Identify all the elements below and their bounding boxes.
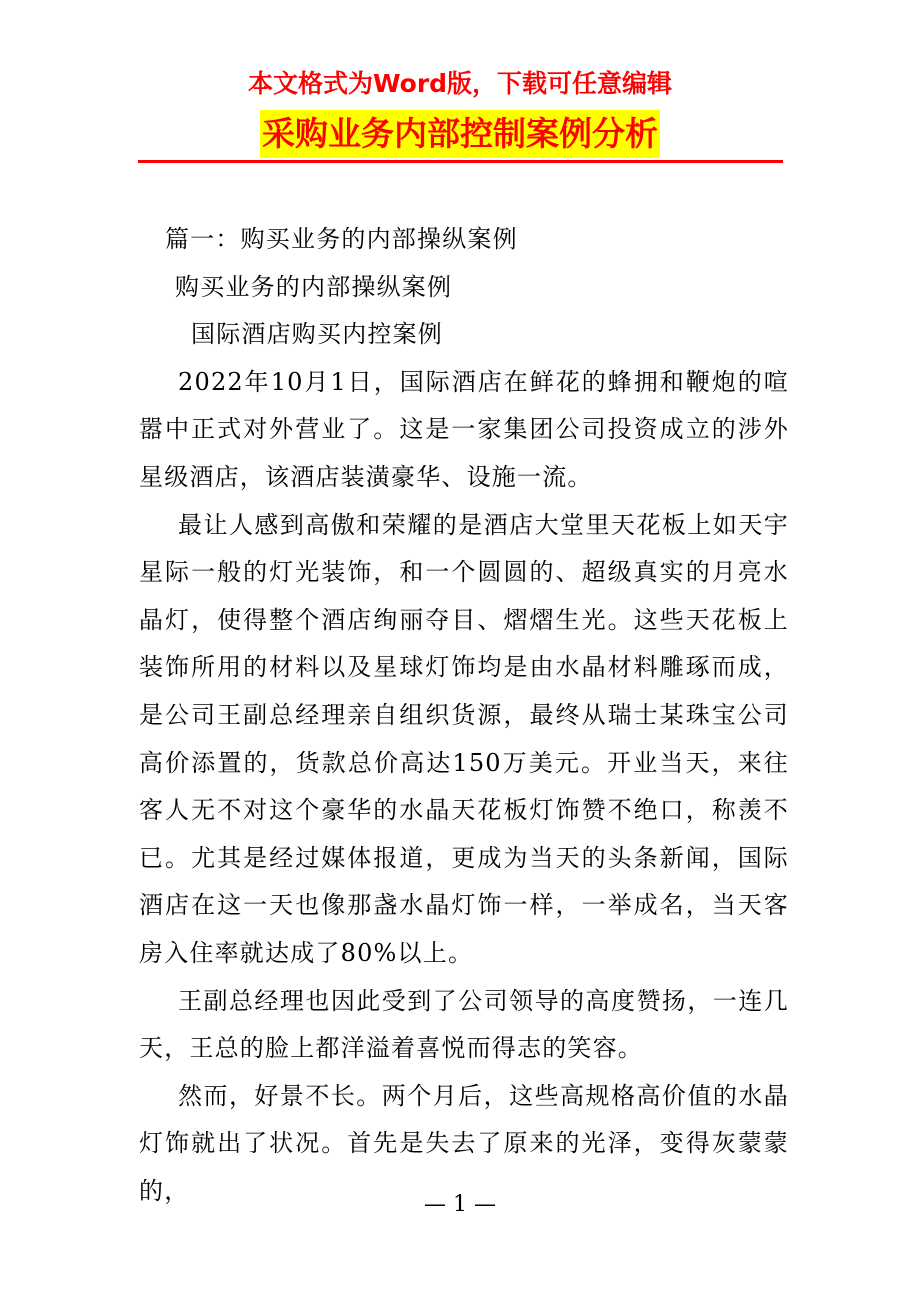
section-subheading: 购买业务的内部操纵案例 [175,272,453,301]
title-container [0,110,920,158]
title-divider [138,160,783,163]
paragraph-praise: 王副总经理也因此受到了公司领导的高度赞扬，一连几天，王总的脸上都洋溢着喜悦而得志的笑容。 [139,986,789,1063]
paragraph-opening: 2022年10月1日，国际酒店在鲜花的蜂拥和鞭炮的喧嚣中正式对外营业了。这是一家集团公司投资成立的涉外星级酒店，该酒店装潢豪华、设施一流。 [139,367,789,491]
paragraph-decoration: 最让人感到高傲和荣耀的是酒店大堂里天花板上如天宇星际一般的灯光装饰，和一个圆圆的、超级真实的月亮水晶灯，使得整个酒店绚丽夺目、熠熠生光。这些天花板上装饰所用的材料以及星球灯饰均是由水晶材料雕琢而成，是公司王副总经理亲自组织货源，最终从瑞士某珠宝公司高价添置的，货款总价高达150万美元。开业当天，来往客人无不对这个豪华的水晶天花板灯饰赞不绝口，称羡不已。尤其是经过媒体报道，更成为当天的头条新闻，国际酒店在这一天也像那盏水晶灯饰一样，一举成名，当天客房入住率就达成了80%以上。 [139,510,789,967]
section-heading: 篇一：购买业务的内部操纵案例 [165,225,518,253]
paragraph-problem: 然而，好景不长。两个月后，这些高规格高价值的水晶灯饰就出了状况。首先是失去了原来的光泽，变得灰蒙蒙的， [139,1081,789,1205]
page-number: — 1 — [424,1192,496,1217]
document-body [139,216,789,1215]
case-title: 国际酒店购买内控案例 [191,320,443,349]
format-notice: 本文格式为Word版，下载可任意编辑 [247,69,673,98]
document-title: 采购业务内部控制案例分析 [260,110,660,158]
